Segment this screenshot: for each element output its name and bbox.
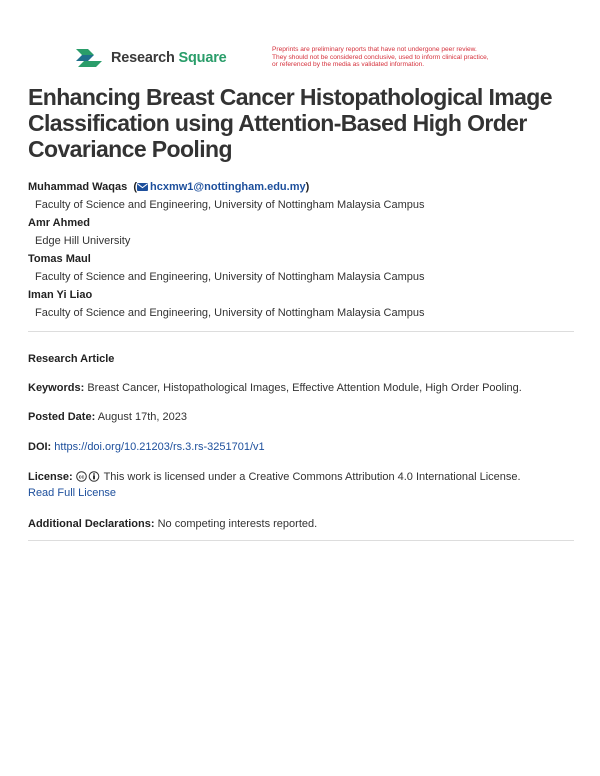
paper-title: Enhancing Breast Cancer Histopathological Image Classification using Attention-Based High Order Covariance Pooling: [28, 84, 552, 162]
declarations-value: No competing interests reported.: [157, 518, 318, 530]
preprint-disclaimer: [272, 46, 542, 69]
author-email-link[interactable]: hcxmw1@nottingham.edu.my: [150, 181, 306, 193]
keywords-value: Breast Cancer, Histopathological Images, Effective Attention Module, High Order Pooling.: [87, 382, 522, 394]
svg-text:cc: cc: [78, 474, 84, 481]
license-value: This work is licensed under a Creative Commons Attribution 4.0 International License.: [103, 471, 521, 483]
author-affiliation: Faculty of Science and Engineering, University of Nottingham Malaysia Campus: [35, 307, 425, 319]
disclaimer-line: They should not be considered conclusive, used to inform clinical practice,: [272, 53, 489, 61]
research-square-logo-icon: [74, 46, 104, 70]
doi-label: DOI:: [28, 441, 52, 453]
read-full-license-link[interactable]: Read Full License: [28, 487, 117, 499]
disclaimer-line: Preprints are preliminary reports that have not undergone peer review.: [272, 46, 477, 53]
article-type: Research Article: [28, 353, 115, 365]
license-label: License:: [28, 471, 73, 483]
author-name: Muhammad Waqas ( hcxmw1@nottingham.edu.my): [28, 181, 310, 193]
keywords-label: Keywords:: [28, 382, 85, 394]
author-name: Amr Ahmed: [28, 217, 90, 229]
creative-commons-icon: [76, 471, 101, 482]
author-name: Tomas Maul: [28, 253, 91, 265]
posted-date-label: Posted Date:: [28, 411, 96, 423]
declarations-label: Additional Declarations:: [28, 518, 155, 530]
research-square-logo[interactable]: [74, 46, 227, 70]
author-name: Iman Yi Liao: [28, 289, 93, 301]
author-affiliation: Edge Hill University: [35, 235, 131, 247]
posted-date-value: August 17th, 2023: [97, 411, 187, 423]
doi-link[interactable]: https://doi.org/10.21203/rs.3.rs-3251701/v1: [54, 441, 265, 453]
author-affiliation: Faculty of Science and Engineering, University of Nottingham Malaysia Campus: [35, 271, 425, 283]
author-list: [28, 180, 576, 324]
license: [28, 469, 576, 501]
envelope-icon: [137, 183, 148, 191]
author-affiliation: Faculty of Science and Engineering, University of Nottingham Malaysia Campus: [35, 199, 425, 211]
doi: [28, 439, 576, 455]
page-header: [74, 46, 574, 76]
keywords: [28, 380, 576, 396]
disclaimer-line: or referenced by the media as validated information.: [272, 61, 425, 69]
brand-name: Research Square: [111, 50, 227, 66]
divider: [28, 331, 574, 332]
divider: [28, 540, 574, 541]
additional-declarations: [28, 516, 576, 532]
posted-date: [28, 409, 576, 425]
